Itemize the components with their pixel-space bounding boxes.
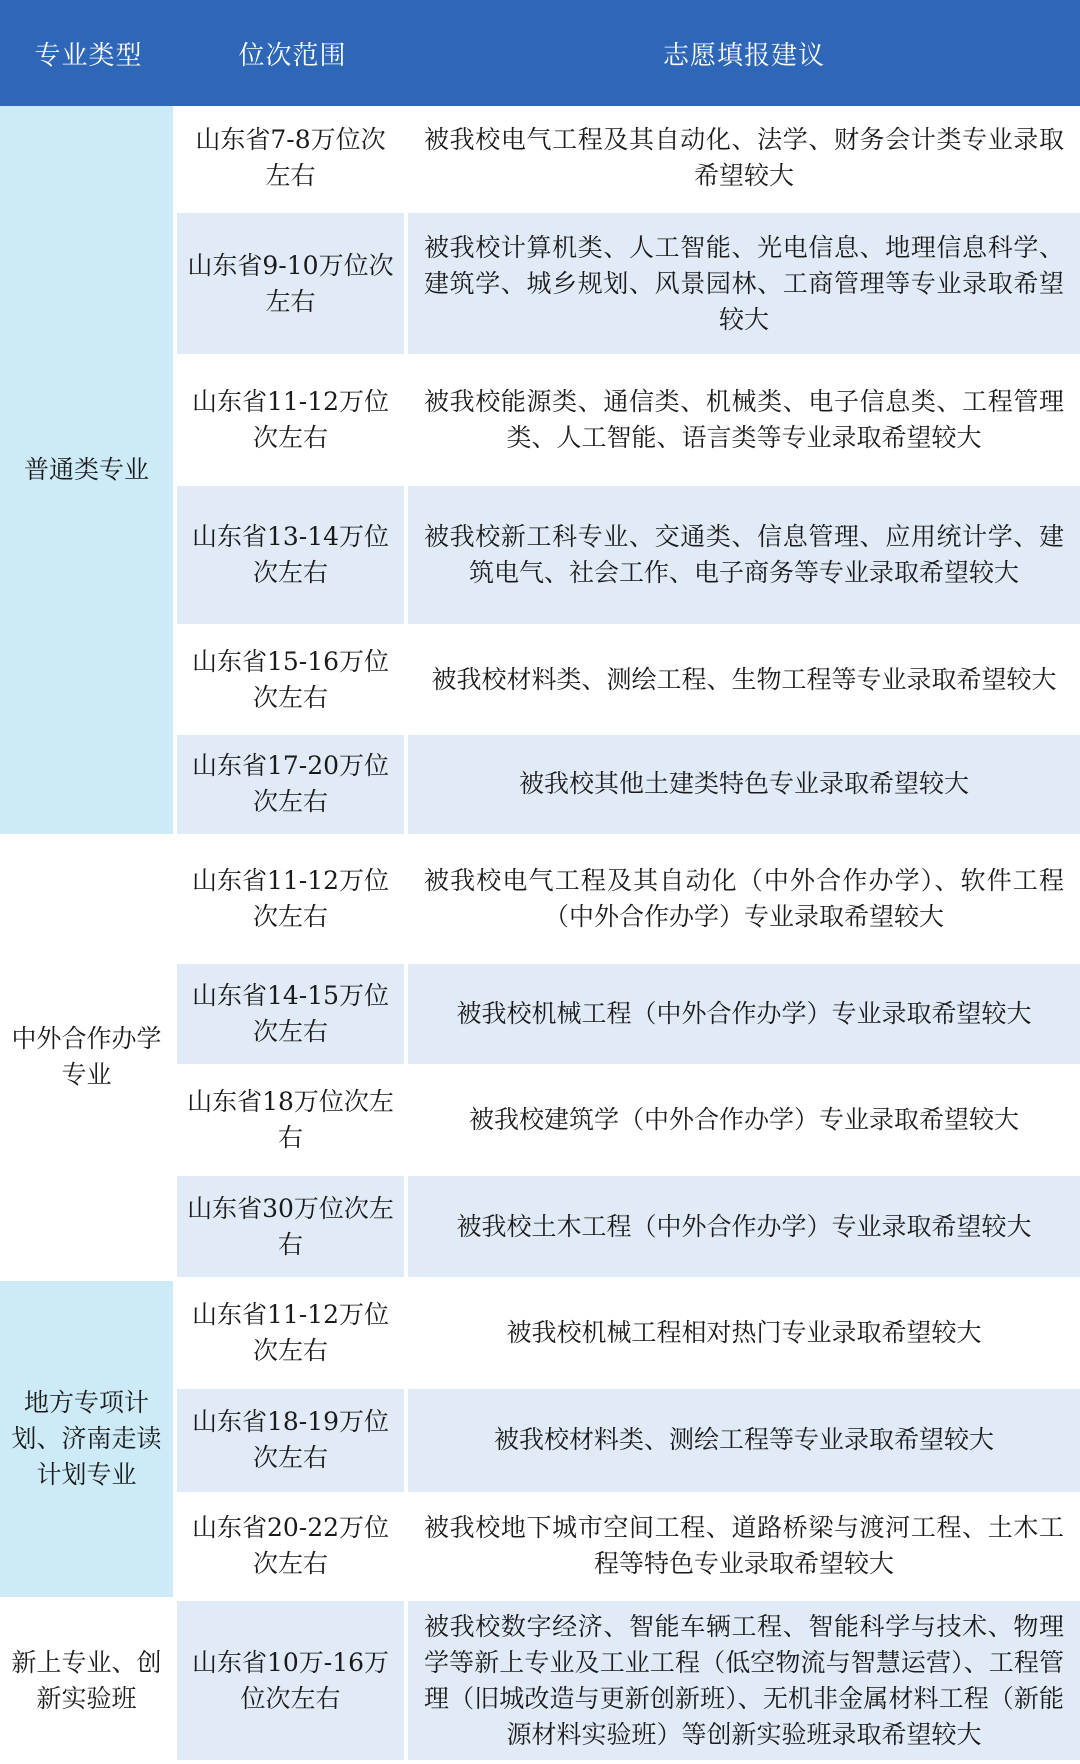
advice-cell: 被我校机械工程（中外合作办学）专业录取希望较大 bbox=[408, 964, 1080, 1068]
category-cell: 普通类专业 bbox=[0, 106, 177, 838]
range-cell: 山东省11-12万位次左右 bbox=[177, 1281, 408, 1390]
advice-cell: 被我校新工科专业、交通类、信息管理、应用统计学、建筑电气、社会工作、电子商务等专业录取希望较大 bbox=[408, 486, 1080, 629]
advice-cell: 被我校其他土建类特色专业录取希望较大 bbox=[408, 735, 1080, 838]
advice-cell: 被我校建筑学（中外合作办学）专业录取希望较大 bbox=[408, 1068, 1080, 1177]
header-category: 专业类型 bbox=[0, 0, 177, 106]
range-cell: 山东省10万-16万位次左右 bbox=[177, 1601, 408, 1764]
advice-cell: 被我校土木工程（中外合作办学）专业录取希望较大 bbox=[408, 1176, 1080, 1280]
category-cell: 新上专业、创新实验班 bbox=[0, 1601, 177, 1764]
range-cell: 山东省18-19万位次左右 bbox=[177, 1389, 408, 1495]
category-cell: 地方专项计划、济南走读计划专业 bbox=[0, 1281, 177, 1601]
advice-cell: 被我校数字经济、智能车辆工程、智能科学与技术、物理学等新上专业及工业工程（低空物流与智慧运营）、工程管理（旧城改造与更新创新班）、无机非金属材料工程（新能源材料实验班）等创新实验班录取希望较大 bbox=[408, 1601, 1080, 1764]
range-cell: 山东省15-16万位次左右 bbox=[177, 628, 408, 734]
table-row bbox=[0, 1281, 1080, 1390]
header-advice: 志愿填报建议 bbox=[408, 0, 1080, 106]
table-row bbox=[0, 106, 1080, 213]
table-header-row bbox=[0, 0, 1080, 106]
category-cell: 中外合作办学专业 bbox=[0, 838, 177, 1281]
table-row bbox=[0, 838, 1080, 964]
table-row bbox=[0, 1601, 1080, 1764]
range-cell: 山东省11-12万位次左右 bbox=[177, 838, 408, 964]
range-cell: 山东省18万位次左右 bbox=[177, 1068, 408, 1177]
advice-cell: 被我校地下城市空间工程、道路桥梁与渡河工程、土木工程等特色专业录取希望较大 bbox=[408, 1496, 1080, 1601]
range-cell: 山东省14-15万位次左右 bbox=[177, 964, 408, 1068]
advice-cell: 被我校材料类、测绘工程、生物工程等专业录取希望较大 bbox=[408, 628, 1080, 734]
range-cell: 山东省20-22万位次左右 bbox=[177, 1496, 408, 1601]
advice-cell: 被我校电气工程及其自动化（中外合作办学）、软件工程（中外合作办学）专业录取希望较大 bbox=[408, 838, 1080, 964]
advice-cell: 被我校材料类、测绘工程等专业录取希望较大 bbox=[408, 1389, 1080, 1495]
range-cell: 山东省11-12万位次左右 bbox=[177, 358, 408, 486]
advice-cell: 被我校计算机类、人工智能、光电信息、地理信息科学、建筑学、城乡规划、风景园林、工商管理等专业录取希望较大 bbox=[408, 213, 1080, 358]
advice-cell: 被我校电气工程及其自动化、法学、财务会计类专业录取希望较大 bbox=[408, 106, 1080, 213]
range-cell: 山东省9-10万位次左右 bbox=[177, 213, 408, 358]
range-cell: 山东省30万位次左右 bbox=[177, 1176, 408, 1280]
advice-cell: 被我校机械工程相对热门专业录取希望较大 bbox=[408, 1281, 1080, 1390]
range-cell: 山东省7-8万位次左右 bbox=[177, 106, 408, 213]
advice-cell: 被我校能源类、通信类、机械类、电子信息类、工程管理类、人工智能、语言类等专业录取希望较大 bbox=[408, 358, 1080, 486]
range-cell: 山东省13-14万位次左右 bbox=[177, 486, 408, 629]
header-range: 位次范围 bbox=[177, 0, 408, 106]
range-cell: 山东省17-20万位次左右 bbox=[177, 735, 408, 838]
